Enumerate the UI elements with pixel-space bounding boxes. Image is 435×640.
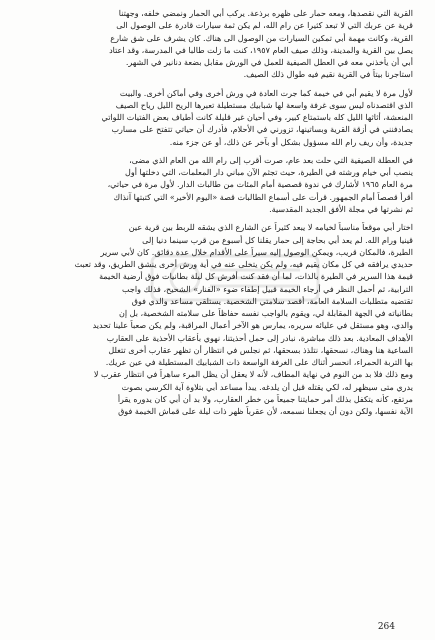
- body-text: [22, 8, 413, 419]
- text-line: الذي اقتصدناه ليس سوى غرفة واسعة لها شبابيك مستطيلة تعبرها الريح الليل رياح الصيف: [115, 100, 413, 110]
- text-line: الآية نفسها، ولكن دون أن يجعلنا نسمعه، لأن عقرباً ظهر ذات ليلة على قماش الخيمة فوق: [118, 407, 413, 417]
- page-number: 264: [377, 622, 395, 632]
- text-line: القرية التي نقصدها، ومعه حمار على ظهره برذعة. يركب أبي الحمار ونمضي خلفه، وجهتنا: [118, 9, 413, 18]
- paragraph: [22, 222, 413, 418]
- text-line: يصل بين القرية والمدينة، وذلك صيف العام ١٩٥٧، كنت ما زلت طالبا في المدرسة، وقد اعتاد: [109, 45, 413, 55]
- text-line: الطيرة، فالمكان قريب، ويمكن الوصول إليه سيراً على الأقدام خلال عدة دقائق. كان لأبي سرير: [100, 247, 413, 257]
- text-line: القرية، وكانت مهمة أبي تمكين السيارات من الوصول الى هناك. كان يشرف على شق شارع: [110, 33, 413, 43]
- text-line: الأهداف المعادية. بعد ذلك مباشرة، نبادر إلى حمل أحذيتنا، نهوي بأعقاب الأحذية على العقارب: [106, 333, 413, 343]
- text-line: قيمة هذا السرير في الطيرة بالذات، لما أن فقد كنت أفرش كل ليلة بطانيات فوق أرضية الخيمة: [99, 272, 413, 282]
- text-line: لأول مرة لا يقيم أبي في خيمة كما جرت العادة في ورش أخرى وفي أماكن أخرى. والبيت: [119, 88, 413, 98]
- text-line: استاجرنا بيتاً في القرية نقيم فيه طوال ذلك الصيف.: [243, 70, 413, 80]
- text-line: يصادفنني في أزقة القرية وبساتينها، تزورني في الأحلام، فأدرك أن حياتي تتفتح على مسارب: [111, 125, 413, 135]
- text-line: ثم نشرتها في مجلة الأفق الجديد المقدسية.: [269, 204, 413, 214]
- text-line: والدي، وهو مستقل في عليائه سريره، يمارس هو الآخر أعمال المراقبة، ولم يكن صعباً علينا تحديد: [92, 321, 413, 331]
- text-line: تقتضيه متطلبات السلامة العامة، أقصد سلامتي الشخصية. يستلقي مساعد والدي فوق: [131, 296, 413, 306]
- text-line: الساعية هنا وهناك، نسحقها، نتلذذ بسحقها، ثم نجلس في انتظار أن تظهر عقارب أخرى تتغلل: [108, 345, 413, 355]
- text-line: قرية عن عربك التي لا تبعد كثيرا عن رام الله، لم يكن ثمة سيارات قادرة على الوصول الى: [116, 21, 413, 31]
- paragraph: [22, 88, 413, 149]
- text-line: أبي أن يأخذني معه في العطل الصيفية للعمل في الورش مقابل بضعة دنانير في الشهر.: [125, 58, 413, 68]
- text-line: حديدي يرافقه في كل مكان يقيم فيه، ولم يكن يتخلى عنه في أية ورش أخرى ينشق الطريق، وقد تعبث: [74, 260, 413, 270]
- text-line: اختار أبي موقعاً مناسباً لخيامه لا يبعد كثيراً عن الشارع الذي يشقه للربط بين قرية عين: [128, 223, 413, 233]
- text-line: المنعشة، أثاثها الليل كله باستمتاع كبير، وفي أحيان غير قليلة كانت أطياف بعض الفتيات اللواتي: [101, 113, 413, 123]
- text-line: بطانياته في الجهة المقابلة لي، ويقوم بالواجب نفسه حفاظاً على سلامته الشخصية، بل إن: [118, 309, 413, 319]
- text-line: أقرأ قصصاً أمام الجمهور. قرأت على أسماع الطالبات قصة «اليوم الأخير» التي كتبتها آنذاك: [113, 192, 413, 202]
- text-line: ومع ذلك فلا بد من النوم في نهاية المطاف، لأنه لا يعقل أن يظل المرء ساهراً في انتظار عقرب لا: [93, 370, 413, 380]
- text-line: في العطلة الصيفية التي حلت بعد عام، صرت أقرب إلى رام الله من العام الذي مضى،: [129, 155, 413, 165]
- text-line: قينيا ورام الله. لم يعد أبي بحاجة إلى حمار يقلنا كل أسبوع من قرب سينما دنيا إلى: [142, 235, 413, 245]
- text-line: مرة العام ١٩٦٥ لأشارك في ندوة قصصية أمام المئات من طالبات الدار. لأول مرة في حياتي،: [107, 180, 413, 190]
- text-line: بها التربة الحمراء، انحسر أثناك على الغرفة الواسعة ذات الشبابيك المستطيلة في عين عريك.: [105, 358, 413, 368]
- text-line: جديدة، وأن ريف رام الله مسؤول بشكل أو بآخر عن ذلك، أو عن جزء منه.: [169, 137, 413, 147]
- text-line: مرتفع، كأنه يتكفل بذلك أمر حمايتنا جميعاً من خطر العقارب، ولا بد أن أبي كان يدوره يقرأ: [117, 394, 413, 404]
- text-line: الترابية، ثم أحمل النظر في أرجاء الخيمة قبيل إطفاء ضوء «الفنار» الشحيح، فذلك واجب: [122, 284, 413, 294]
- paragraph: [22, 8, 413, 82]
- text-line: يدري متى سيظهر له، لكي يقتله قبل أن يلدغه. يبدأ مساعد أبي بتلاوة آية الكرسي بصوت: [121, 382, 413, 392]
- paragraph: [22, 155, 413, 216]
- text-line: ينصب أبي خيام ورشته في الطيرة، حيث تجثم الآن مباني دار المعلمات، التي دخلتها أول: [124, 168, 413, 178]
